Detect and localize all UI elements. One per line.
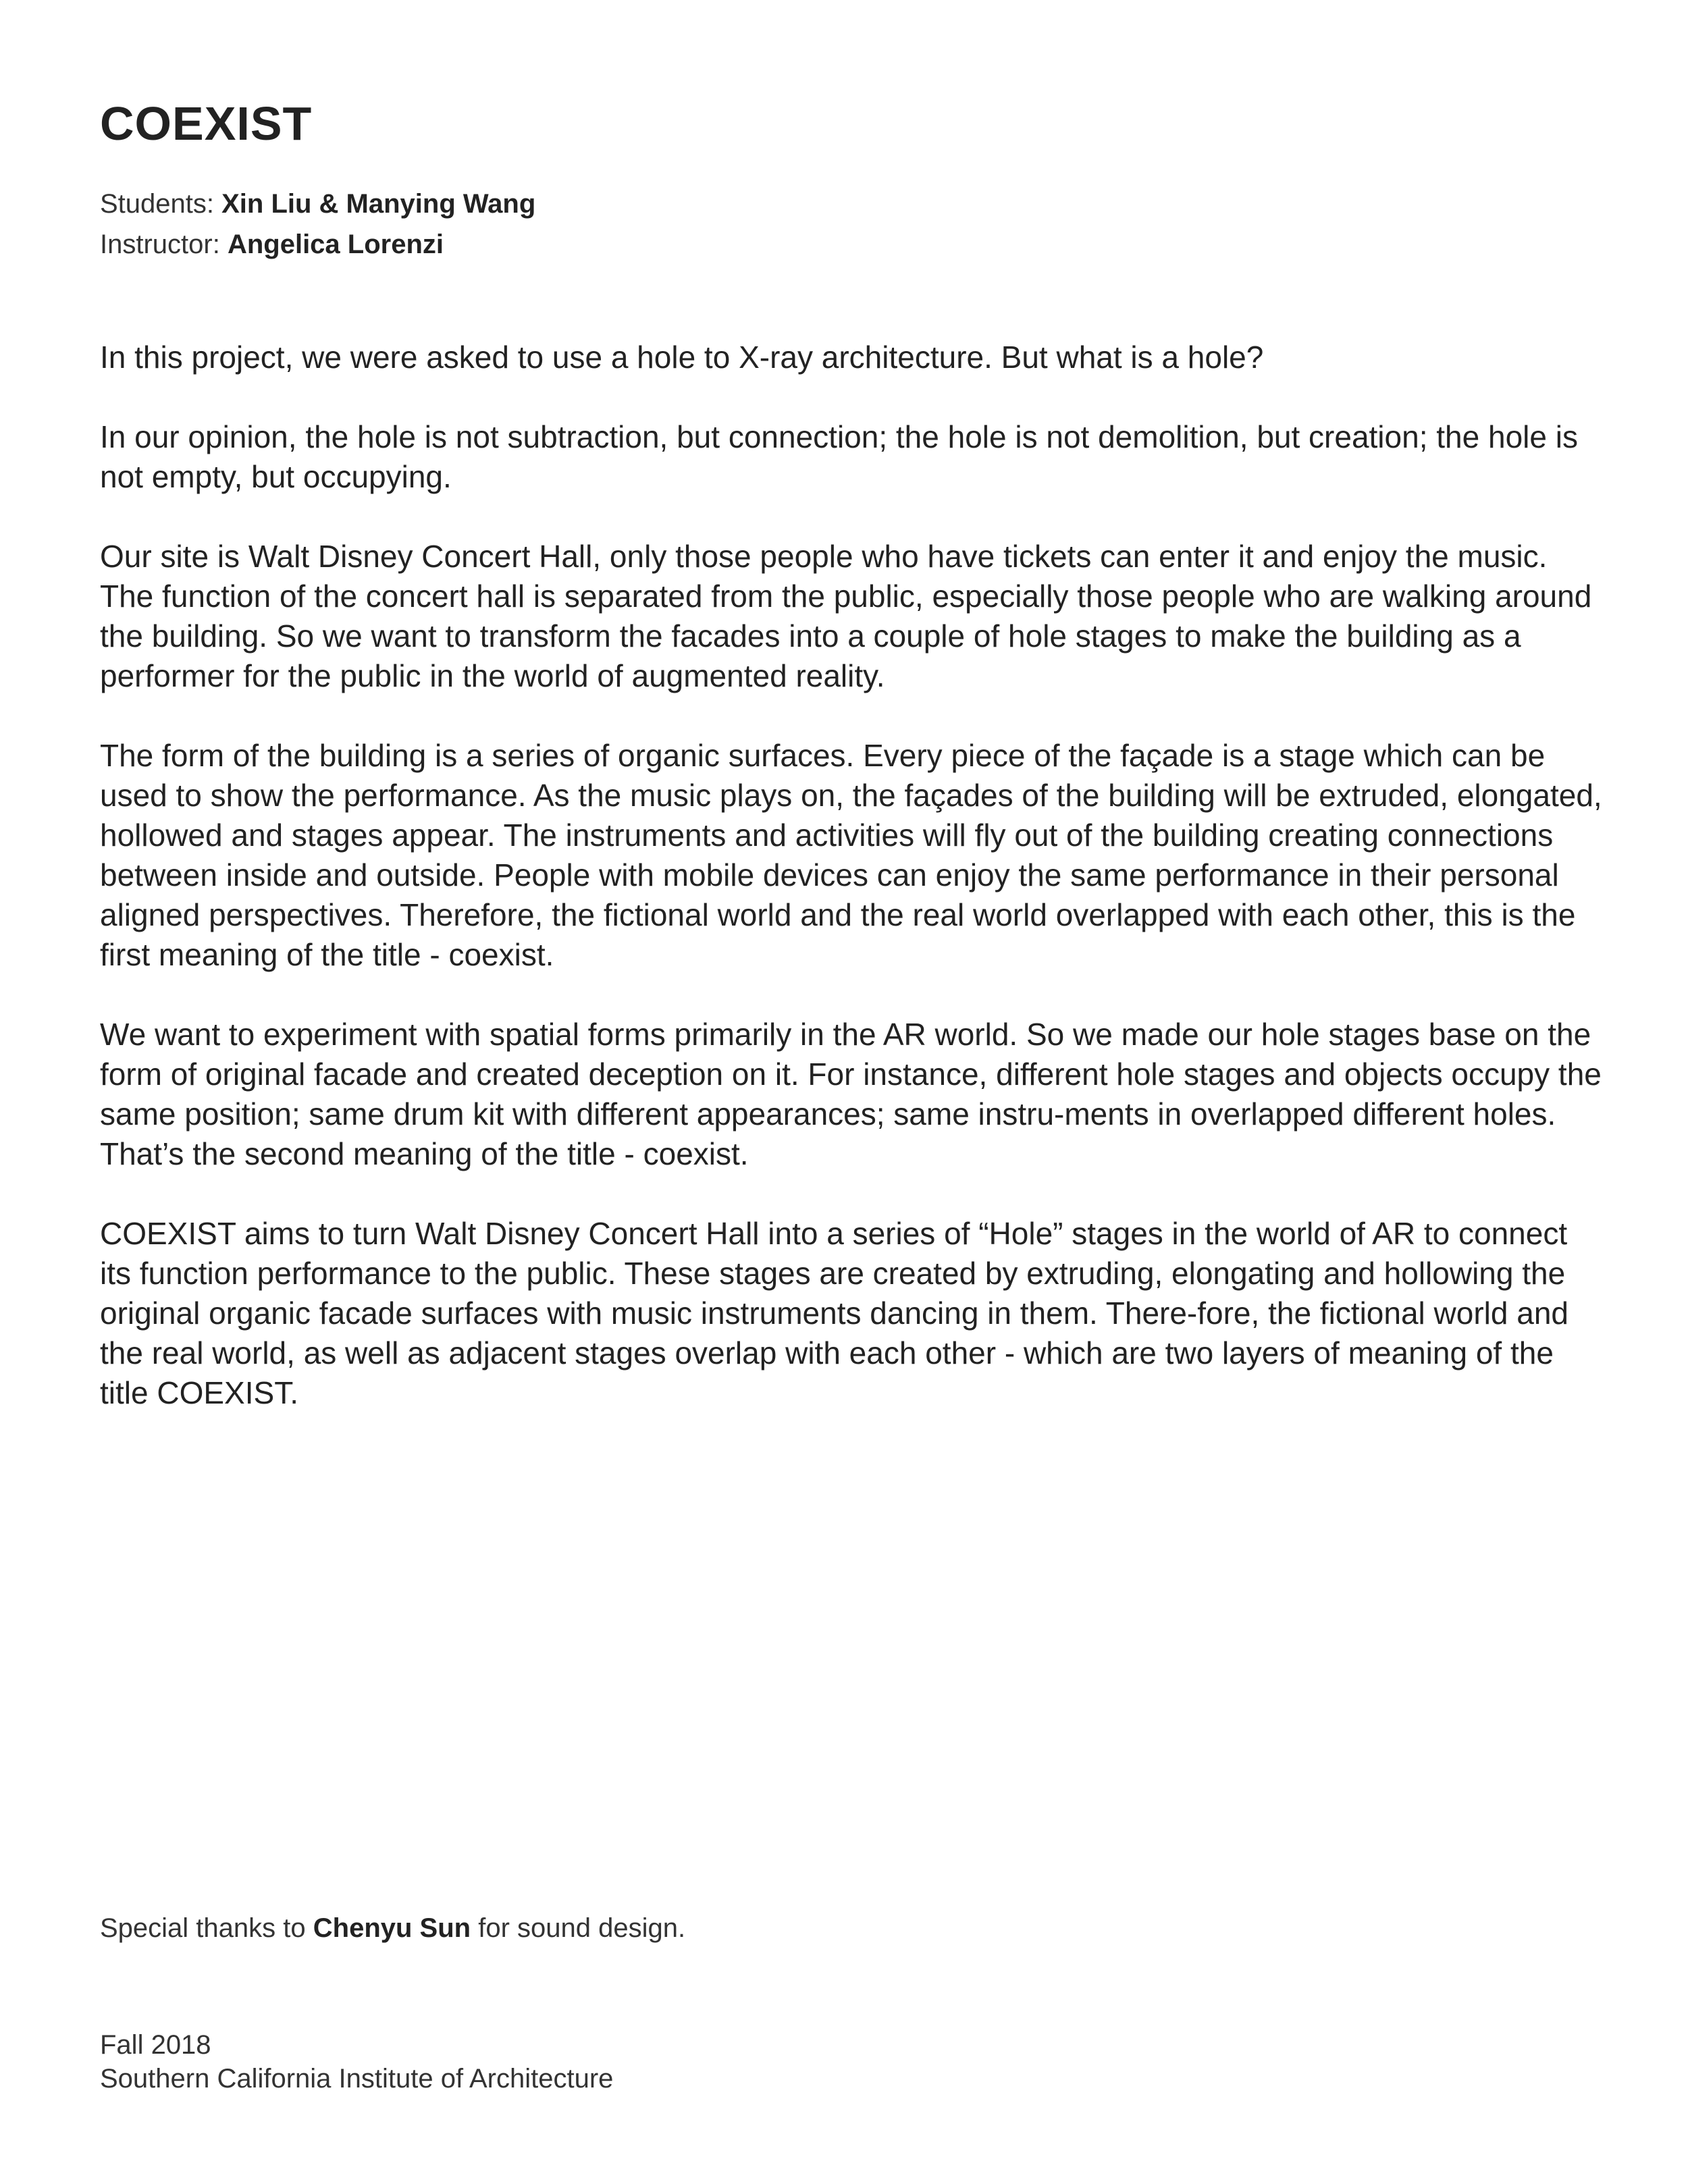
- footer-institution: Southern California Institute of Architecture: [100, 2064, 614, 2094]
- thanks-suffix: for sound design.: [471, 1913, 686, 1943]
- paragraph-site: Our site is Walt Disney Concert Hall, only those people who have tickets can enter it and enjoy the music. The function of the concert hall is separated from the public, especially those people who are walking around the building. So we want to transform the facades into a couple of hole stages to make the building as a performer for the public in the world of augmented reality.: [100, 539, 1592, 693]
- paragraph-form: The form of the building is a series of organic surfaces. Every piece of the façade is a stage which can be used to show the performance. As the music plays on, the façades of the building will be extruded, elongated, hollowed and stages appear. The instruments and activities will fly out of the building creating connections between inside and outside. People with mobile devices can enjoy the same performance in their personal aligned perspectives. Therefore, the fictional world and the real world overlapped with each other, this is the first meaning of the title - coexist.: [100, 738, 1602, 972]
- students-names: Xin Liu & Manying Wang: [221, 189, 536, 219]
- students-line: [100, 184, 535, 224]
- thanks-name: Chenyu Sun: [313, 1913, 471, 1943]
- paragraph-summary: COEXIST aims to turn Walt Disney Concert Hall into a series of “Hole” stages in the world of AR to connect its function performance to the public. These stages are created by extruding, elongating and hollowing the original organic facade surfaces with music instruments dancing in them. There-fore, the fictional world and the real world, as well as adjacent stages overlap with each other - which are two layers of meaning of the title COEXIST.: [100, 1216, 1569, 1410]
- special-thanks: [100, 1908, 685, 1948]
- instructor-label: Instructor:: [100, 230, 228, 259]
- footer: [100, 2028, 613, 2096]
- paragraph-experiment: We want to experiment with spatial forms primarily in the AR world. So we made our hole stages base on the form of original facade and created deception on it. For instance, different hole stages and objects occupy the same position; same drum kit with different appearances; same instru-ments in overlapped different holes. That’s the second meaning of the title - coexist.: [100, 1017, 1602, 1171]
- footer-term: Fall 2018: [100, 2030, 211, 2060]
- instructor-name: Angelica Lorenzi: [227, 230, 444, 259]
- students-label: Students:: [100, 189, 222, 219]
- paragraph-opinion: In our opinion, the hole is not subtraction, but connection; the hole is not demolition, but creation; the hole is not empty, but occupying.: [100, 419, 1578, 494]
- body-text: [100, 338, 1606, 1453]
- thanks-prefix: Special thanks to: [100, 1913, 313, 1943]
- paragraph-intro: In this project, we were asked to use a hole to X-ray architecture. But what is a hole?: [100, 340, 1264, 375]
- credits-block: [100, 184, 535, 265]
- page-title: COEXIST: [100, 97, 313, 150]
- instructor-line: [100, 224, 535, 265]
